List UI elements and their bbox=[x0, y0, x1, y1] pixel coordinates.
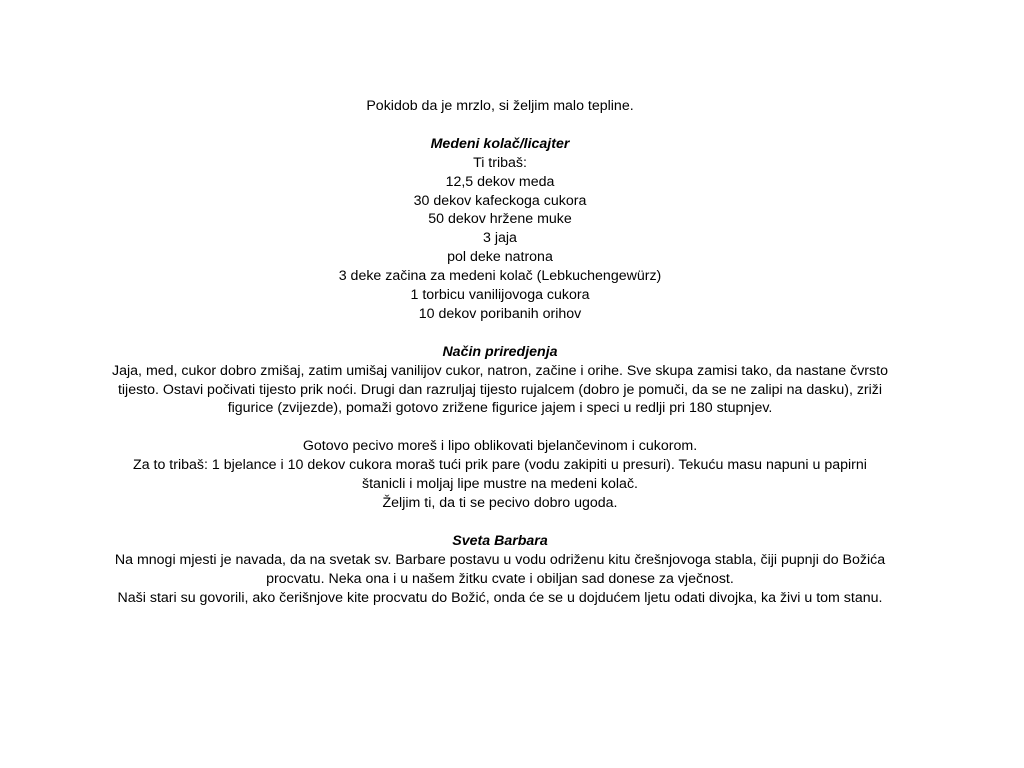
barbara-paragraph-1: Na mnogi mjesti je navada, da na svetak sv. Barbare postavu u vodu odriženu kitu črešnjovoga stabla, čiji pupnji do Božića procvatu. Neka ona i u našem žitku cvate i obiljan sad donese za vječnost. bbox=[114, 551, 886, 587]
preparation-text: Jaja, med, cukor dobro zmišaj, zatim umišaj vanilijov cukor, natron, začine i orihe. Sve skupa zamisi tako, da nastane čvrsto tijesto. Ostavi počivati tijesto prik noći. Drugi dan razruljaj tijesto rujalcem (dobro je pomuči, da se ne zalipi na dasku), zriži figurice (zvijezde), pomaži gotovo zrižene figurice jajem i speci u redlji pri 180 stupnjev. bbox=[112, 362, 888, 417]
intro-text: Pokidob da je mrzlo, si željim malo tepline. bbox=[366, 98, 634, 114]
ingredient-item: 3 jaja bbox=[483, 230, 517, 247]
ingredient-item: 10 dekov poribanih orihov bbox=[418, 305, 582, 322]
barbara-title: Sveta Barbara bbox=[452, 532, 548, 549]
ingredient-item: 12,5 dekov meda bbox=[445, 173, 555, 190]
spacer bbox=[110, 116, 890, 135]
ingredient-item: pol deke natrona bbox=[447, 249, 553, 266]
spacer bbox=[110, 513, 890, 532]
ingredient-item: 3 deke začina za medeni kolač (Lebkuchengewürz) bbox=[338, 268, 662, 285]
ingredient-list bbox=[110, 173, 890, 324]
preparation-title: Način priredjenja bbox=[442, 343, 558, 360]
spacer bbox=[110, 324, 890, 343]
recipe-title: Medeni kolač/licajter bbox=[430, 135, 570, 152]
ingredient-item: 50 dekov hržene muke bbox=[428, 211, 572, 228]
ingredient-item: 1 torbicu vanilijovoga cukora bbox=[410, 287, 590, 304]
document-page bbox=[110, 97, 890, 607]
ingredient-item: 30 dekov kafeckoga cukora bbox=[413, 192, 587, 209]
needs-label: Ti tribaš: bbox=[473, 154, 527, 171]
barbara-paragraph-2: Naši stari su govorili, ako čerišnjove kite procvatu do Božić, onda će se u dojdućem ljetu odati divojka, ka živi u tom stanu. bbox=[117, 589, 883, 606]
spacer bbox=[110, 418, 890, 437]
decoration-line-3: Željim ti, da ti se pecivo dobro ugoda. bbox=[382, 494, 618, 511]
decoration-line-2: Za to tribaš: 1 bjelance i 10 dekov cukora moraš tući prik pare (vodu zakipiti u presuri). Tekuću masu napuni u papirni štanicli i moljaj lipe mustre na medeni kolač. bbox=[133, 457, 867, 493]
decoration-line-1: Gotovo pecivo moreš i lipo oblikovati bjelančevinom i cukorom. bbox=[302, 438, 698, 455]
